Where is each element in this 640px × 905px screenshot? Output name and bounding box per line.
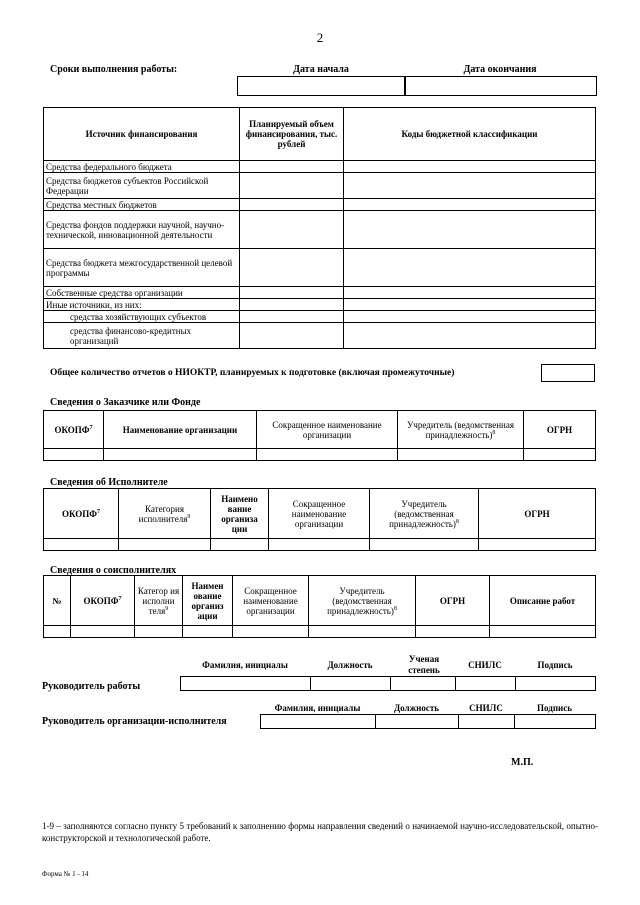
customer-ogrn-cell[interactable] [524,449,596,461]
funding-volume-cell[interactable] [240,287,344,299]
reports-count-field[interactable] [541,364,595,382]
org-head-col-signature: Подпись [537,703,572,713]
org-head-col-name: Фамилия, инициалы [274,703,361,713]
customer-okopf-cell[interactable] [44,449,104,461]
funding-codes-cell[interactable] [344,299,596,311]
customer-col-short-name: Сокращенное наименование организации [257,411,398,449]
coexecutors-col-works: Описание работ [490,576,596,626]
customer-col-ogrn: ОГРН [524,411,596,449]
funding-row-label: средства хозяйствующих субъектов [44,311,240,323]
funding-table [43,107,596,349]
org-head-col-snils: СНИЛС [469,703,503,713]
customer-name-cell[interactable] [104,449,257,461]
executor-name-cell[interactable] [211,539,269,551]
org-head-position-field[interactable] [376,715,459,729]
executor-col-okopf: ОКОПФ$^7$ [44,489,119,539]
page-number: 2 [316,30,324,45]
funding-codes-cell[interactable] [344,173,596,199]
start-date-field[interactable] [237,76,406,96]
work-head-col-position: Должность [327,660,373,670]
reports-count-label: Общее количество отчетов о НИОКТР, планируемых к подготовке (включая промежуточные) [50,368,455,378]
funding-codes-cell[interactable] [344,211,596,249]
work-head-position-field[interactable] [311,677,391,691]
executor-ogrn-cell[interactable] [479,539,596,551]
executor-col-ogrn: ОГРН [479,489,596,539]
executor-category-cell[interactable] [119,539,211,551]
customer-founder-cell[interactable] [398,449,524,461]
org-head-signature-field[interactable] [515,715,596,729]
customer-short-name-cell[interactable] [257,449,398,461]
funding-codes-cell[interactable] [344,199,596,211]
start-date-label: Дата начала [293,64,349,75]
coexecutors-col-number: № [44,576,71,626]
funding-col-codes: Коды бюджетной классификации [344,108,596,161]
funding-row-label: Средства фондов поддержки научной, научно-технической, инновационной деятельности [44,211,240,249]
coexecutors-short-name-cell[interactable] [233,626,309,638]
coexecutors-works-cell[interactable] [490,626,596,638]
funding-col-volume: Планируемый объем финансирования, тыс. рублей [240,108,344,161]
funding-codes-cell[interactable] [344,287,596,299]
funding-volume-cell[interactable] [240,173,344,199]
funding-volume-cell[interactable] [240,249,344,287]
funding-volume-cell[interactable] [240,299,344,311]
funding-volume-cell[interactable] [240,161,344,173]
work-head-fields [180,676,596,691]
funding-volume-cell[interactable] [240,311,344,323]
work-head-signature-field[interactable] [516,677,596,691]
funding-row-label: Средства местных бюджетов [44,199,240,211]
executor-section-title: Сведения об Исполнителе [50,477,168,488]
coexecutors-table [43,575,596,638]
executor-col-name: Наимено вание организа ции [211,489,269,539]
work-head-col-signature: Подпись [537,660,573,670]
executor-col-category: Категория исполнителя$^9$ [119,489,211,539]
funding-row-label: Собственные средства организации [44,287,240,299]
coexecutors-col-name: Наимен ование организ ации [183,576,233,626]
customer-section-title: Сведения о Заказчике или Фонде [50,397,201,408]
org-head-snils-field[interactable] [459,715,515,729]
coexecutors-col-short-name: Сокращенное наименование организации [233,576,309,626]
coexecutors-category-cell[interactable] [135,626,183,638]
coexecutors-col-founder: Учредитель (ведомственная принадлежность)$^8$ [309,576,416,626]
work-head-label: Руководитель работы [42,681,141,692]
funding-row-label: Средства бюджетов субъектов Российской Федерации [44,173,240,199]
funding-row-label: средства финансово-кредитных организаций [44,323,240,349]
coexecutors-section-title: Сведения о соисполнителях [50,565,177,576]
executor-col-founder: Учредитель (ведомственная принадлежность)$^8$ [370,489,479,539]
executor-founder-cell[interactable] [370,539,479,551]
funding-volume-cell[interactable] [240,323,344,349]
coexecutors-number-cell[interactable] [44,626,71,638]
coexecutors-ogrn-cell[interactable] [416,626,490,638]
deadlines-label: Сроки выполнения работы: [50,64,178,75]
customer-col-founder: Учредитель (ведомственная принадлежность)$^8$ [398,411,524,449]
funding-row-label: Средства бюджета межгосударственной целевой программы [44,249,240,287]
customer-table [43,410,596,461]
funding-volume-cell[interactable] [240,211,344,249]
work-head-col-degree: Ученая степень [408,654,440,675]
stamp-place: М.П. [511,757,534,768]
funding-col-source: Источник финансирования [44,108,240,161]
org-head-label: Руководитель организации-исполнителя [42,716,227,727]
executor-okopf-cell[interactable] [44,539,119,551]
coexecutors-col-category: Категор ия исполни теля$^9$ [135,576,183,626]
customer-col-okopf: ОКОПФ$^7$ [44,411,104,449]
org-head-col-position: Должность [393,703,439,713]
coexecutors-name-cell[interactable] [183,626,233,638]
work-head-degree-field[interactable] [391,677,456,691]
funding-volume-cell[interactable] [240,199,344,211]
work-head-snils-field[interactable] [456,677,516,691]
executor-col-short-name: Сокращенное наименование организации [269,489,370,539]
end-date-label: Дата окончания [463,64,537,75]
customer-col-name: Наименование организации [104,411,257,449]
org-head-fields [260,714,596,729]
form-number: Форма № 1 - 14 [42,870,89,878]
work-head-col-name: Фамилия, инициалы [202,660,288,670]
funding-row-label: Средства федерального бюджета [44,161,240,173]
coexecutors-founder-cell[interactable] [309,626,416,638]
footnote: 1-9 – заполняются согласно пункту 5 требований к заполнению формы направления сведений о начинаемой научно-исследовательской, опытно-конструкторской и технологической работе. [42,821,598,843]
funding-codes-cell[interactable] [344,323,596,349]
funding-codes-cell[interactable] [344,249,596,287]
funding-codes-cell[interactable] [344,161,596,173]
end-date-field[interactable] [404,76,597,96]
coexecutors-col-ogrn: ОГРН [416,576,490,626]
coexecutors-okopf-cell[interactable] [71,626,135,638]
funding-row-label: Иные источники, из них: [44,299,240,311]
work-head-name-field[interactable] [181,677,311,691]
coexecutors-col-okopf: ОКОПФ$^7$ [71,576,135,626]
work-head-col-snils: СНИЛС [468,660,502,670]
executor-table [43,488,596,551]
executor-short-name-cell[interactable] [269,539,370,551]
funding-codes-cell[interactable] [344,311,596,323]
org-head-name-field[interactable] [261,715,376,729]
